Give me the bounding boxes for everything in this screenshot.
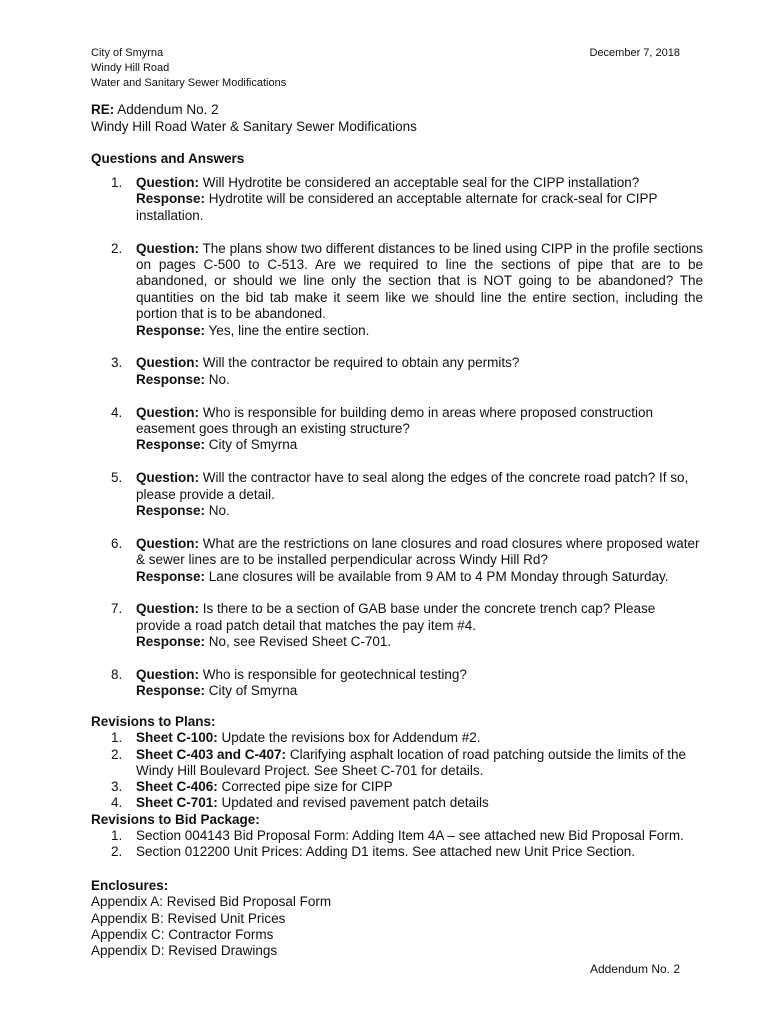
qa-heading: Questions and Answers [91,151,245,166]
question-text: What are the restrictions on lane closures and road closures where proposed water & sewer lines are to be installed perpendicular across Windy Hill Rd? [136,535,700,568]
question-label: Question: [136,404,199,420]
response-label: Response: [136,371,206,387]
qa-item [91,405,703,454]
response-label: Response: [136,683,206,699]
list-item [91,844,706,860]
question-label: Question: [136,175,199,190]
response-text: Hydrotite will be considered an acceptable alternate for crack-seal for CIPP installation. [136,191,658,223]
letter-header [91,46,680,91]
qa-item [91,536,703,585]
list-item [91,795,706,811]
response-label: Response: [136,191,206,207]
response-label: Response: [136,634,206,650]
qa-item [91,601,703,650]
sheet-label: Sheet C-701: [136,795,218,811]
response-text: No. [208,371,230,387]
enclosure-item: Appendix A: Revised Bid Proposal Form [91,894,332,910]
question-text: Will the contractor have to seal along the edges of the concrete road patch? If so, please provide a detail. [136,470,689,502]
question-label: Question: [136,355,199,371]
qa-item [91,470,703,519]
question-text: Is there to be a section of GAB base under the concrete trench cap? Please provide a road patch detail that matches the pay item #4. [136,601,656,633]
header-date: December 7, 2018 [589,47,680,59]
list-number: 2. [111,844,123,860]
qa-number: 1. [111,175,123,190]
item-text: Update the revisions box for Addendum #2. [221,730,481,746]
item-text: Updated and revised pavement patch details [221,795,489,811]
revisions-bid-heading: Revisions to Bid Package: [91,811,260,827]
list-number: 4. [111,795,123,811]
question-label: Question: [136,535,199,551]
re-block [91,102,417,135]
item-text: Section 004143 Bid Proposal Form: Adding Item 4A – see attached new Bid Proposal Form. [136,828,684,844]
question-text: Will Hydrotite be considered an acceptable seal for the CIPP installation? [202,175,640,190]
qa-list [91,175,703,716]
response-label: Response: [136,322,206,338]
question-label: Question: [136,667,199,683]
enclosure-item: Appendix C: Contractor Forms [91,926,274,942]
sheet-label: Sheet C-100: [136,730,218,746]
item-text: Section 012200 Unit Prices: Adding D1 items. See attached new Unit Price Section. [136,844,636,860]
header-address [91,46,286,91]
revisions-plans-heading: Revisions to Plans: [91,714,216,729]
item-text: Clarifying asphalt location of road patching outside the limits of the Windy Hill Boulevard Project. See Sheet C-701 for details. [136,746,687,778]
re-title: Addendum No. 2 [117,102,219,117]
response-text: City of Smyrna [208,437,298,453]
response-text: No. [208,503,230,519]
header-line: Water and Sanitary Sewer Modifications [91,77,287,89]
sheet-label: Sheet C-406: [136,779,218,795]
enclosures-heading: Enclosures: [91,878,169,893]
qa-number: 6. [111,535,123,551]
question-text: Who is responsible for geotechnical testing? [202,667,467,683]
response-label: Response: [136,568,206,584]
enclosure-item: Appendix B: Revised Unit Prices [91,910,286,926]
question-text: The plans show two different distances to be lined using CIPP in the profile sections on pages C-500 to C-513. Are we required to line the sections of pipe that are to be abandoned, or should we line only the section that is NOT going to be abandoned? The quantities on the bid tab make it seem like we should line the entire section, including the portion that is to be abandoned. [136,240,703,322]
list-number: 1. [111,828,123,844]
revisions-section [91,714,706,861]
qa-item [91,175,703,224]
qa-item [91,241,703,339]
qa-number: 3. [111,355,123,371]
re-label: RE: [91,102,115,117]
response-text: Yes, line the entire section. [208,322,370,338]
question-label: Question: [136,601,199,617]
response-text: City of Smyrna [208,683,298,699]
response-label: Response: [136,503,206,519]
qa-number: 2. [111,240,123,256]
enclosure-item: Appendix D: Revised Drawings [91,943,278,959]
list-item [91,730,706,746]
qa-number: 5. [111,470,123,486]
header-line: City of Smyrna [91,47,164,59]
qa-item [91,355,703,388]
question-text: Who is responsible for building demo in areas where proposed construction easement goes through an existing structure? [136,404,654,437]
enclosures-section [91,878,331,959]
page-footer: Addendum No. 2 [589,962,680,976]
header-line: Windy Hill Road [91,62,170,74]
qa-number: 7. [111,601,123,617]
question-text: Will the contractor be required to obtain any permits? [202,355,520,371]
response-label: Response: [136,437,206,453]
list-number: 1. [111,730,123,746]
list-item [91,828,706,844]
question-label: Question: [136,240,199,256]
re-subtitle: Windy Hill Road Water & Sanitary Sewer Modifications [91,118,417,134]
sheet-label: Sheet C-403 and C-407: [136,746,287,762]
qa-item [91,667,703,700]
list-number: 3. [111,779,123,795]
qa-number: 4. [111,404,123,420]
qa-number: 8. [111,667,123,683]
list-item [91,779,706,795]
question-label: Question: [136,470,199,486]
response-text: No, see Revised Sheet C-701. [208,634,392,650]
item-text: Corrected pipe size for CIPP [221,779,393,795]
list-number: 2. [111,746,123,762]
response-text: Lane closures will be available from 9 AM to 4 PM Monday through Saturday. [208,568,669,584]
list-item [91,747,706,780]
